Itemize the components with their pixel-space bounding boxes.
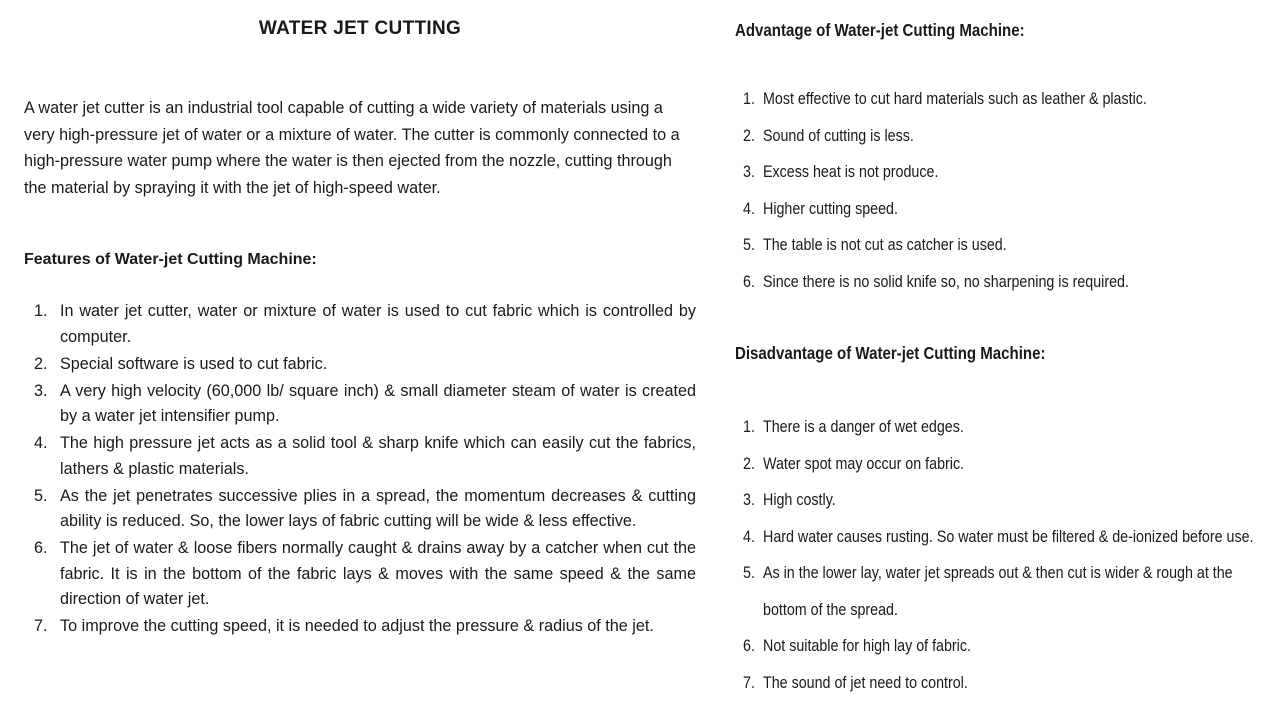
advantage-text: Higher cutting speed.	[763, 198, 898, 218]
advantages-heading: Advantage of Water-jet Cutting Machine:	[735, 20, 1025, 40]
advantage-text: Excess heat is not produce.	[763, 162, 939, 181]
disadvantage-text: High costly.	[763, 490, 836, 509]
feature-text: The jet of water & loose fibers normally caught & drains away by a catcher when cut the fabric. It is in the bottom of the fabric lays & moves with the same speed & the same direction of water jet.	[60, 539, 696, 608]
feature-item	[24, 484, 696, 535]
disadvantage-number: 4.	[743, 526, 755, 546]
disadvantage-item	[735, 453, 1270, 490]
disadvantage-number: 3.	[743, 490, 755, 509]
feature-text: The high pressure jet acts as a solid tool & sharp knife which can easily cut the fabrics, lathers & plastic materials.	[60, 434, 696, 478]
feature-text: A very high velocity (60,000 lb/ square inch) & small diameter steam of water is created by a water jet intensifier pump.	[60, 381, 696, 425]
advantage-text: Most effective to cut hard materials such as leather & plastic.	[763, 89, 1147, 108]
feature-number: 2.	[34, 354, 48, 373]
disadvantage-number: 1.	[743, 417, 755, 436]
disadvantage-text: The sound of jet need to control.	[763, 672, 968, 692]
disadvantage-text: Water spot may occur on fabric.	[763, 453, 965, 473]
feature-text: Special software is used to cut fabric.	[60, 354, 328, 373]
disadvantage-item	[735, 489, 1270, 526]
advantages-list	[735, 88, 1270, 307]
advantage-item	[735, 161, 1270, 198]
advantage-number: 4.	[743, 198, 755, 218]
intro-paragraph: A water jet cutter is an industrial tool capable of cutting a wide variety of materials using a very high-pressure jet of water or a mixture of water. The cutter is commonly connected to a high-pressure water pump where the water is then ejected from the nozzle, cutting through the material by spraying it with the jet of high-speed water.	[24, 99, 680, 197]
advantage-text: The table is not cut as catcher is used.	[763, 235, 1007, 254]
advantage-number: 6.	[743, 271, 755, 291]
feature-text: To improve the cutting speed, it is needed to adjust the pressure & radius of the jet.	[60, 617, 654, 635]
feature-number: 3.	[34, 381, 48, 400]
disadvantage-item	[735, 635, 1270, 672]
disadvantage-text: As in the lower lay, water jet spreads out & then cut is wider & rough at the bottom of the spread.	[763, 563, 1233, 619]
feature-item	[24, 379, 696, 430]
feature-item	[24, 536, 696, 613]
feature-text: As the jet penetrates successive plies in a spread, the momentum decreases & cutting ability is reduced. So, the lower lays of fabric cutting will be wide & less effective.	[60, 486, 696, 530]
disadvantage-number: 5.	[743, 563, 755, 582]
feature-item	[24, 299, 696, 350]
disadvantage-text: Hard water causes rusting. So water must be filtered & de-ionized before use.	[763, 526, 1254, 546]
feature-number: 7.	[34, 617, 48, 635]
advantage-text: Sound of cutting is less.	[763, 125, 914, 145]
feature-number: 5.	[34, 486, 48, 505]
disadvantage-number: 7.	[743, 672, 755, 692]
advantage-item	[735, 125, 1270, 162]
advantage-item	[735, 234, 1270, 271]
page-title: WATER JET CUTTING	[258, 18, 462, 39]
disadvantage-item	[735, 672, 1270, 709]
features-heading: Features of Water-jet Cutting Machine:	[24, 251, 317, 268]
disadvantages-heading: Disadvantage of Water-jet Cutting Machine:	[735, 343, 1046, 363]
disadvantage-item	[735, 562, 1270, 635]
advantage-number: 1.	[743, 89, 755, 108]
advantage-number: 2.	[743, 125, 755, 145]
disadvantage-text: There is a danger of wet edges.	[763, 417, 964, 436]
advantage-item	[735, 88, 1270, 125]
feature-text: In water jet cutter, water or mixture of water is used to cut fabric which is controlled by computer.	[60, 302, 696, 346]
disadvantage-item	[735, 416, 1270, 453]
disadvantage-number: 6.	[743, 636, 755, 655]
feature-item	[24, 431, 696, 482]
disadvantages-list	[735, 416, 1270, 708]
feature-number: 6.	[34, 539, 48, 557]
advantage-item	[735, 271, 1270, 308]
feature-number: 1.	[34, 302, 48, 320]
advantage-text: Since there is no solid knife so, no sharpening is required.	[763, 271, 1129, 291]
feature-item	[24, 352, 696, 378]
disadvantage-text: Not suitable for high lay of fabric.	[763, 636, 971, 655]
advantage-number: 3.	[743, 162, 755, 181]
features-list	[24, 299, 696, 640]
left-column	[24, 18, 696, 641]
feature-number: 4.	[34, 434, 48, 452]
advantage-item	[735, 198, 1270, 235]
right-column	[735, 20, 1270, 708]
disadvantage-number: 2.	[743, 453, 755, 473]
advantage-number: 5.	[743, 235, 755, 254]
feature-item	[24, 614, 696, 640]
